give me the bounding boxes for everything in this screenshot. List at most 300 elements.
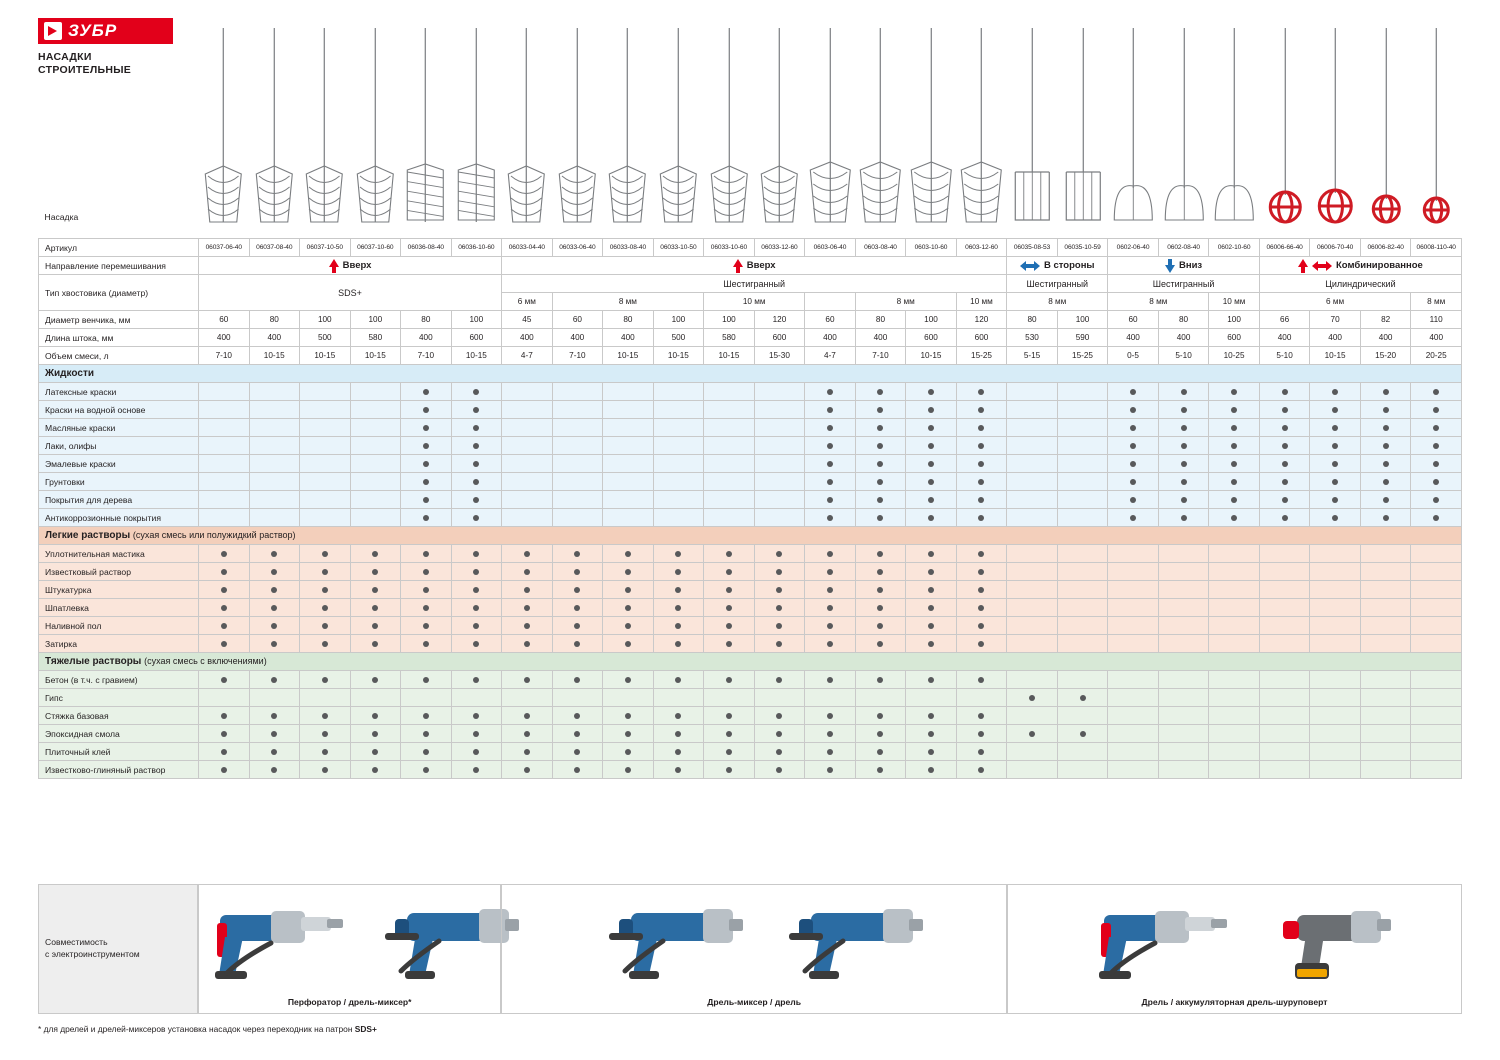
tool-image — [1059, 893, 1229, 985]
compatibility-cell — [603, 383, 654, 401]
table-row — [39, 563, 1462, 581]
compatibility-cell — [956, 707, 1007, 725]
row-label: Масляные краски — [39, 419, 199, 437]
compatibility-cell — [754, 401, 805, 419]
table-row — [39, 671, 1462, 689]
compatibility-cell — [855, 707, 906, 725]
compatibility-cell — [1360, 761, 1411, 779]
compatibility-cell — [199, 545, 250, 563]
compatibility-cell — [1360, 437, 1411, 455]
compatibility-cell — [502, 689, 553, 707]
compatibility-cell — [805, 491, 856, 509]
product-image — [602, 28, 653, 228]
article-cell: 06037-10-50 — [300, 239, 351, 257]
dot-marker — [675, 621, 681, 630]
compatibility-cell — [502, 419, 553, 437]
direction-group — [502, 257, 1007, 275]
dot-marker — [726, 585, 732, 594]
compatibility-cell — [1007, 491, 1058, 509]
article-cell: 0602-10-60 — [1209, 239, 1260, 257]
dot-marker — [1332, 459, 1338, 468]
compatibility-cell — [1158, 419, 1209, 437]
dot-marker — [574, 549, 580, 558]
compatibility-cell — [552, 509, 603, 527]
compatibility-cell — [1057, 635, 1108, 653]
table-row — [39, 581, 1462, 599]
brand-subtitle — [38, 51, 198, 77]
compatibility-cell — [754, 491, 805, 509]
compatibility-cell — [1360, 419, 1411, 437]
dot-marker — [1332, 495, 1338, 504]
compatibility-cell — [956, 383, 1007, 401]
compatibility-cell — [1108, 707, 1159, 725]
compatibility-cell — [653, 671, 704, 689]
compatibility-cell — [956, 545, 1007, 563]
table-row — [39, 617, 1462, 635]
compatibility-cell — [603, 617, 654, 635]
dot-marker — [827, 405, 833, 414]
dot-marker — [423, 747, 429, 756]
compatibility-cell — [552, 473, 603, 491]
compatibility-cell — [451, 491, 502, 509]
dot-marker — [574, 639, 580, 648]
compatibility-cell — [1007, 689, 1058, 707]
dot-marker — [928, 729, 934, 738]
product-image — [653, 28, 704, 228]
compatibility-cell — [754, 671, 805, 689]
dot-marker — [574, 765, 580, 774]
compatibility-cell — [249, 581, 300, 599]
dot-marker — [877, 603, 883, 612]
row-label: Эпоксидная смола — [39, 725, 199, 743]
volume-row-cell: 15-25 — [1057, 347, 1108, 365]
dot-marker — [928, 567, 934, 576]
dot-marker — [221, 729, 227, 738]
compatibility-cell — [300, 689, 351, 707]
whisk-diameter-row-cell: 100 — [906, 311, 957, 329]
compatibility-cell — [1108, 401, 1159, 419]
whisk-diameter-row-cell: 80 — [401, 311, 452, 329]
compatibility-cell — [249, 401, 300, 419]
compatibility-cell — [1209, 707, 1260, 725]
compatibility-cell — [805, 635, 856, 653]
dot-marker — [423, 567, 429, 576]
compatibility-cell — [1057, 671, 1108, 689]
dot-marker — [877, 405, 883, 414]
compatibility-cell — [956, 509, 1007, 527]
volume-row-cell: 7-10 — [401, 347, 452, 365]
direction-label: Вверх — [342, 259, 372, 271]
dot-marker — [1332, 423, 1338, 432]
table-row — [39, 455, 1462, 473]
compatibility-cell — [1007, 617, 1058, 635]
dot-marker — [928, 603, 934, 612]
dot-marker — [574, 603, 580, 612]
compatibility-cell — [704, 545, 755, 563]
compatibility-cell — [1057, 455, 1108, 473]
compatibility-cell — [502, 437, 553, 455]
dot-marker — [574, 675, 580, 684]
compatibility-cell — [249, 689, 300, 707]
article-cell: 06033-04-40 — [502, 239, 553, 257]
brand-name: ЗУБР — [68, 21, 118, 40]
volume-row-cell: 0-5 — [1108, 347, 1159, 365]
compatibility-cell — [603, 419, 654, 437]
dot-marker — [423, 603, 429, 612]
compatibility-cell — [249, 743, 300, 761]
compatibility-cell — [855, 761, 906, 779]
dot-marker — [978, 423, 984, 432]
compatibility-cell — [350, 725, 401, 743]
compatibility-cell — [1108, 419, 1159, 437]
volume-row-cell: 15-25 — [956, 347, 1007, 365]
dot-marker — [322, 747, 328, 756]
compatibility-cell — [401, 455, 452, 473]
section-title: Жидкости — [45, 368, 94, 379]
compatibility-cell — [1108, 383, 1159, 401]
compatibility-cell — [1310, 635, 1361, 653]
dot-marker — [827, 747, 833, 756]
compatibility-cell — [451, 761, 502, 779]
compatibility-cell — [199, 671, 250, 689]
compatibility-cell — [1310, 491, 1361, 509]
dot-marker — [978, 387, 984, 396]
dot-marker — [827, 621, 833, 630]
compatibility-cell — [653, 455, 704, 473]
compatibility-cell — [1108, 635, 1159, 653]
dot-marker — [776, 675, 782, 684]
dot-marker — [625, 621, 631, 630]
compatibility-cell — [805, 689, 856, 707]
dot-marker — [877, 477, 883, 486]
compatibility-cell — [1108, 437, 1159, 455]
dot-marker — [1332, 405, 1338, 414]
compatibility-cell — [199, 419, 250, 437]
compatibility-cell — [1209, 455, 1260, 473]
compatibility-cell — [1158, 599, 1209, 617]
compatibility-cell — [1108, 581, 1159, 599]
compatibility-cell — [401, 671, 452, 689]
dot-marker — [726, 675, 732, 684]
compatibility-cell — [199, 707, 250, 725]
dot-marker — [726, 729, 732, 738]
compatibility-cell — [300, 581, 351, 599]
compatibility-cell — [704, 509, 755, 527]
dot-marker — [372, 585, 378, 594]
dot-marker — [978, 639, 984, 648]
compatibility-cell — [1158, 581, 1209, 599]
compatibility-cell — [451, 707, 502, 725]
row-label: Краски на водной основе — [39, 401, 199, 419]
compatibility-cell — [1259, 635, 1310, 653]
compatibility-cell — [350, 455, 401, 473]
compatibility-cell — [502, 671, 553, 689]
article-cell: 06033-12-60 — [754, 239, 805, 257]
dot-marker — [473, 495, 479, 504]
shank-size: 8 мм — [552, 293, 704, 311]
compatibility-cell — [300, 509, 351, 527]
product-image — [1361, 28, 1412, 228]
whisk-diameter-row-cell: 80 — [1158, 311, 1209, 329]
dot-marker — [776, 765, 782, 774]
compatibility-cell — [1007, 707, 1058, 725]
nozzle-row-label: Насадка — [44, 212, 79, 222]
dot-marker — [877, 459, 883, 468]
dot-marker — [877, 621, 883, 630]
dot-marker — [271, 621, 277, 630]
compatibility-cell — [704, 635, 755, 653]
dot-marker — [473, 747, 479, 756]
compatibility-cell — [1007, 545, 1058, 563]
compatibility-cell — [199, 473, 250, 491]
compatibility-cell — [855, 725, 906, 743]
dot-marker — [574, 567, 580, 576]
table-row — [39, 383, 1462, 401]
dot-marker — [423, 585, 429, 594]
compatibility-caption: Дрель-миксер / дрель — [707, 997, 802, 1007]
dot-marker — [1130, 441, 1136, 450]
compatibility-cell — [603, 707, 654, 725]
rod-length-row-cell: 400 — [1108, 329, 1159, 347]
whisk-diameter-row-cell: 70 — [1310, 311, 1361, 329]
compatibility-cell — [502, 743, 553, 761]
compatibility-cell — [1057, 419, 1108, 437]
compatibility-cell — [855, 491, 906, 509]
dot-marker — [625, 585, 631, 594]
compatibility-cell — [704, 401, 755, 419]
compatibility-cell — [1259, 707, 1310, 725]
product-image — [1058, 28, 1109, 228]
whisk-diameter-row-cell: 100 — [300, 311, 351, 329]
compatibility-cell — [653, 617, 704, 635]
shank-size: 10 мм — [704, 293, 805, 311]
table-row — [39, 725, 1462, 743]
compatibility-cell — [1209, 563, 1260, 581]
dot-marker — [928, 765, 934, 774]
dot-marker — [776, 639, 782, 648]
compatibility-cell — [199, 689, 250, 707]
direction-row-label: Направление перемешивания — [39, 257, 199, 275]
dot-marker — [1433, 477, 1439, 486]
dot-marker — [1130, 405, 1136, 414]
compatibility-cell — [855, 419, 906, 437]
compatibility-cell — [1360, 491, 1411, 509]
table-row — [39, 599, 1462, 617]
compatibility-cell — [300, 383, 351, 401]
dot-marker — [877, 765, 883, 774]
compatibility-cell — [1007, 743, 1058, 761]
product-image — [501, 28, 552, 228]
compatibility-cell — [552, 401, 603, 419]
dot-marker — [473, 765, 479, 774]
dot-marker — [423, 423, 429, 432]
dot-marker — [372, 567, 378, 576]
dot-marker — [928, 459, 934, 468]
compatibility-cell — [956, 581, 1007, 599]
article-cell: 06008-110-40 — [1411, 239, 1462, 257]
volume-row-cell: 7-10 — [552, 347, 603, 365]
dot-marker — [322, 765, 328, 774]
shank-size: 8 мм — [1007, 293, 1108, 311]
compatibility-cell — [906, 725, 957, 743]
compatibility-cell — [603, 509, 654, 527]
article-cell: 06035-10-59 — [1057, 239, 1108, 257]
dot-marker — [322, 639, 328, 648]
dot-marker — [1231, 441, 1237, 450]
dot-marker — [574, 711, 580, 720]
dot-marker — [271, 765, 277, 774]
compatibility-cell — [199, 509, 250, 527]
compatibility-cell — [451, 671, 502, 689]
compatibility-cell — [1057, 581, 1108, 599]
compatibility-cell — [199, 725, 250, 743]
rod-length-row-cell: 400 — [552, 329, 603, 347]
compatibility-cell — [1158, 761, 1209, 779]
product-image — [350, 28, 401, 228]
compatibility-cell — [1259, 581, 1310, 599]
compatibility-cell — [1158, 563, 1209, 581]
shank-size: 8 мм — [1108, 293, 1209, 311]
dot-marker — [928, 513, 934, 522]
compatibility-cell — [805, 419, 856, 437]
compatibility-cell — [350, 545, 401, 563]
compatibility-cell — [1007, 437, 1058, 455]
dot-marker — [625, 639, 631, 648]
compatibility-cell — [401, 581, 452, 599]
compatibility-cell — [1411, 689, 1462, 707]
compatibility-cell — [1259, 437, 1310, 455]
compatibility-cell — [805, 473, 856, 491]
compatibility-cell — [350, 617, 401, 635]
table-row — [39, 437, 1462, 455]
dot-marker — [978, 405, 984, 414]
dot-marker — [473, 639, 479, 648]
dot-marker — [978, 477, 984, 486]
compatibility-cell — [502, 473, 553, 491]
compatibility-cell — [1310, 581, 1361, 599]
compatibility-cell — [401, 509, 452, 527]
compatibility-cell — [805, 671, 856, 689]
compatibility-cell — [1360, 707, 1411, 725]
dot-marker — [524, 729, 530, 738]
compatibility-cell — [1360, 545, 1411, 563]
dot-marker — [1181, 423, 1187, 432]
compatibility-cell — [300, 491, 351, 509]
dot-marker — [877, 747, 883, 756]
dot-marker — [877, 675, 883, 684]
brand-block — [38, 18, 198, 77]
compatibility-cell — [1007, 671, 1058, 689]
dot-marker — [322, 729, 328, 738]
rod-length-row-label: Длина штока, мм — [39, 329, 199, 347]
compatibility-cell — [502, 707, 553, 725]
dot-marker — [1282, 459, 1288, 468]
compatibility-cell — [805, 743, 856, 761]
compatibility-cell — [754, 563, 805, 581]
compatibility-cell — [754, 743, 805, 761]
dot-marker — [625, 729, 631, 738]
rod-length-row-cell: 500 — [300, 329, 351, 347]
compatibility-cell — [1108, 563, 1159, 581]
compatibility-cell — [1108, 473, 1159, 491]
compatibility-cell — [1209, 635, 1260, 653]
article-cell: 0603-12-60 — [956, 239, 1007, 257]
dot-marker — [675, 729, 681, 738]
direction-group — [1007, 257, 1108, 275]
row-label: Грунтовки — [39, 473, 199, 491]
compatibility-cell — [754, 689, 805, 707]
compatibility-cell — [754, 473, 805, 491]
compatibility-cell — [704, 455, 755, 473]
dot-marker — [524, 639, 530, 648]
compatibility-cell — [401, 545, 452, 563]
dot-marker — [877, 729, 883, 738]
compatibility-cell — [249, 563, 300, 581]
volume-row-cell: 10-15 — [1310, 347, 1361, 365]
dot-marker — [574, 747, 580, 756]
product-image — [1108, 28, 1159, 228]
dot-marker — [928, 441, 934, 450]
dot-marker — [1282, 441, 1288, 450]
section-header — [39, 653, 1462, 671]
compatibility-cell — [1057, 761, 1108, 779]
compatibility-cell — [1259, 545, 1310, 563]
dot-marker — [423, 495, 429, 504]
compatibility-cell — [956, 617, 1007, 635]
compatibility-cell — [906, 563, 957, 581]
compatibility-cell — [1057, 725, 1108, 743]
compatibility-cell — [653, 491, 704, 509]
compatibility-cell — [1007, 635, 1058, 653]
compatibility-cell — [855, 635, 906, 653]
product-image — [1007, 28, 1058, 228]
compatibility-cell — [502, 509, 553, 527]
compatibility-cell — [906, 473, 957, 491]
compatibility-cell — [350, 599, 401, 617]
compatibility-cell — [855, 743, 906, 761]
compatibility-cell — [1057, 473, 1108, 491]
rod-length-row-cell: 400 — [1360, 329, 1411, 347]
compatibility-cell — [1259, 689, 1310, 707]
shank-size: 6 мм — [502, 293, 553, 311]
compatibility-cell — [956, 599, 1007, 617]
dot-marker — [1181, 405, 1187, 414]
dot-marker — [372, 675, 378, 684]
dot-marker — [877, 549, 883, 558]
dot-marker — [1181, 513, 1187, 522]
compatibility-cell — [956, 689, 1007, 707]
compatibility-cell — [502, 563, 553, 581]
dot-marker — [877, 423, 883, 432]
compatibility-cell — [1007, 599, 1058, 617]
dot-marker — [1383, 405, 1389, 414]
dot-marker — [827, 639, 833, 648]
compatibility-cell — [1360, 671, 1411, 689]
row-label: Известковый раствор — [39, 563, 199, 581]
dot-marker — [473, 405, 479, 414]
compatibility-cell — [603, 401, 654, 419]
dot-marker — [928, 639, 934, 648]
compatibility-cell — [805, 599, 856, 617]
shank-size: 10 мм — [956, 293, 1007, 311]
compatibility-cell — [1209, 671, 1260, 689]
compatibility-cell — [552, 491, 603, 509]
dot-marker — [473, 513, 479, 522]
compatibility-cell — [1108, 617, 1159, 635]
compatibility-cell — [1209, 761, 1260, 779]
compatibility-cell — [855, 509, 906, 527]
compatibility-cell — [653, 401, 704, 419]
